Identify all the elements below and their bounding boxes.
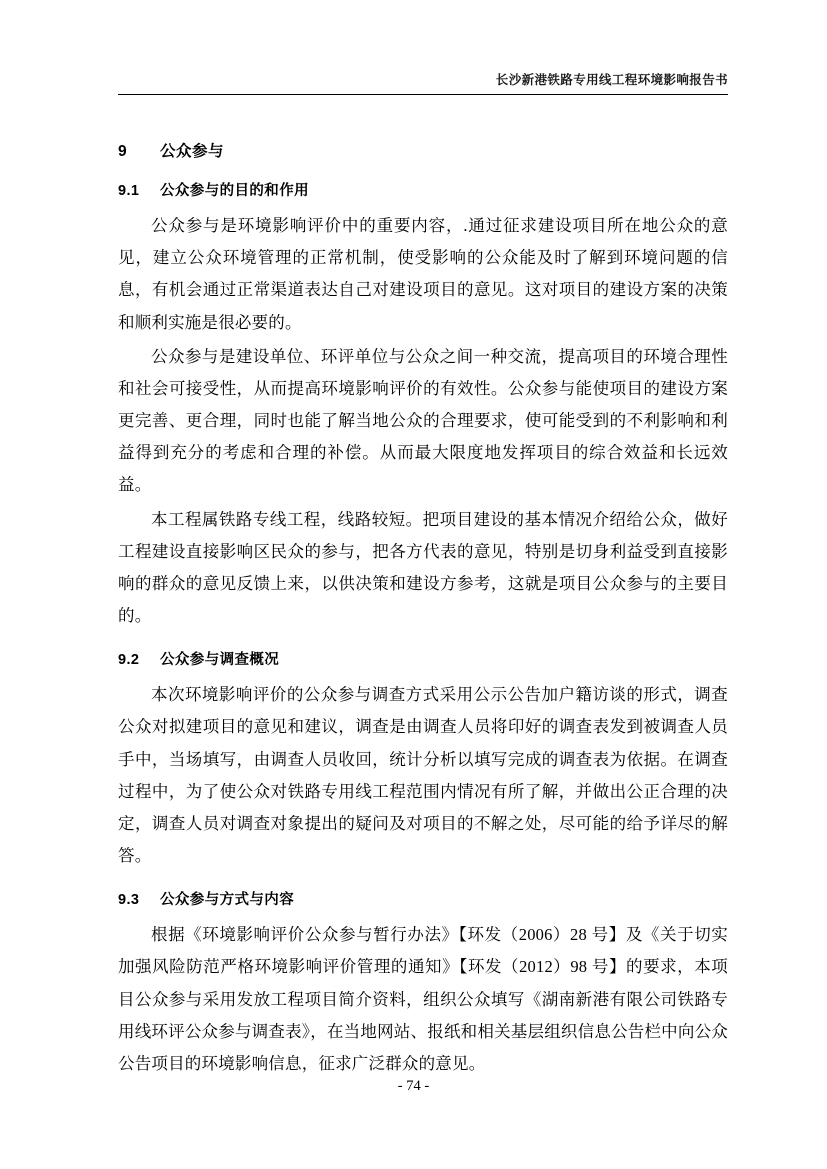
heading-9-1-number: 9.1 <box>118 183 140 199</box>
page-number: - 74 - <box>397 1078 430 1094</box>
paragraph-4: 本次环境影响评价的公众参与调查方式采用公示公告加户籍访谈的形式，调查公众对拟建项目的意见和建议，调查是由调查人员将印好的调查表发到被调查人员手中，当场填写，由调查人员收回，统计分析以填写完成的调查表为依据。在调查过程中，为了使公众对铁路专用线工程范围内情况有所了解，并做出公正合理的决定，调查人员对调查对象提出的疑问及对项目的不解之处，尽可能的给予详尽的解答。 <box>118 685 728 866</box>
heading-9-3-number: 9.3 <box>118 892 140 909</box>
heading-9-number: 9 <box>118 143 128 160</box>
heading-9-3-title: 公众参与方式与内容 <box>160 892 295 909</box>
heading-9-1 <box>118 179 728 200</box>
heading-9 <box>118 139 728 161</box>
running-title: 长沙新港铁路专用线工程环境影响报告书 <box>495 73 728 87</box>
heading-9-2-number: 9.2 <box>118 652 140 669</box>
heading-9-2 <box>118 648 728 669</box>
paragraph-5: 根据《环境影响评价公众参与暂行办法》【环发（2006）28 号】及《关于切实加强风险防范严格环境影响评价管理的通知》【环发（2012）98 号】的要求，本项目公众参与采用发放工程项目简介资料，组织公众填写《湖南新港有限公司铁路专用线环评公众参与调查表》，在当地网站、报纸和相关基层组织信息公告栏中向公众公告项目的环境影响信息，征求广泛群众的意见。 <box>118 925 728 1073</box>
header-divider <box>118 94 728 95</box>
heading-9-1-title: 公众参与的目的和作用 <box>160 183 309 199</box>
heading-9-2-title: 公众参与调查概况 <box>160 652 280 669</box>
heading-9-3 <box>118 888 728 909</box>
paragraph-1: 公众参与是环境影响评价中的重要内容，.通过征求建设项目所在地公众的意见，建立公众环境管理的正常机制，使受影响的公众能及时了解到环境问题的信息，有机会通过正常渠道表达自己对建设项目的意见。这对项目的建设方案的决策和顺利实施是很必要的。 <box>118 216 728 332</box>
page-content <box>118 70 728 1082</box>
document-body <box>118 139 728 1080</box>
paragraph-3: 本工程属铁路专线工程，线路较短。把项目建设的基本情况介绍给公众，做好工程建设直接影响区民众的参与，把各方代表的意见，特别是切身利益受到直接影响的群众的意见反馈上来，以供决策和建设方参考，这就是项目公众参与的主要目的。 <box>118 509 728 626</box>
page-footer <box>0 1078 827 1095</box>
paragraph-2: 公众参与是建设单位、环评单位与公众之间一种交流，提高项目的环境合理性和社会可接受性，从而提高环境影响评价的有效性。公众参与能使项目的建设方案更完善、更合理，同时也能了解当地公众的合理要求，使可能受到的不利影响和利益得到充分的考虑和合理的补偿。从而最大限度地发挥项目的综合效益和长远效益。 <box>118 346 728 495</box>
page-header <box>118 70 728 94</box>
heading-9-title: 公众参与 <box>160 143 225 160</box>
